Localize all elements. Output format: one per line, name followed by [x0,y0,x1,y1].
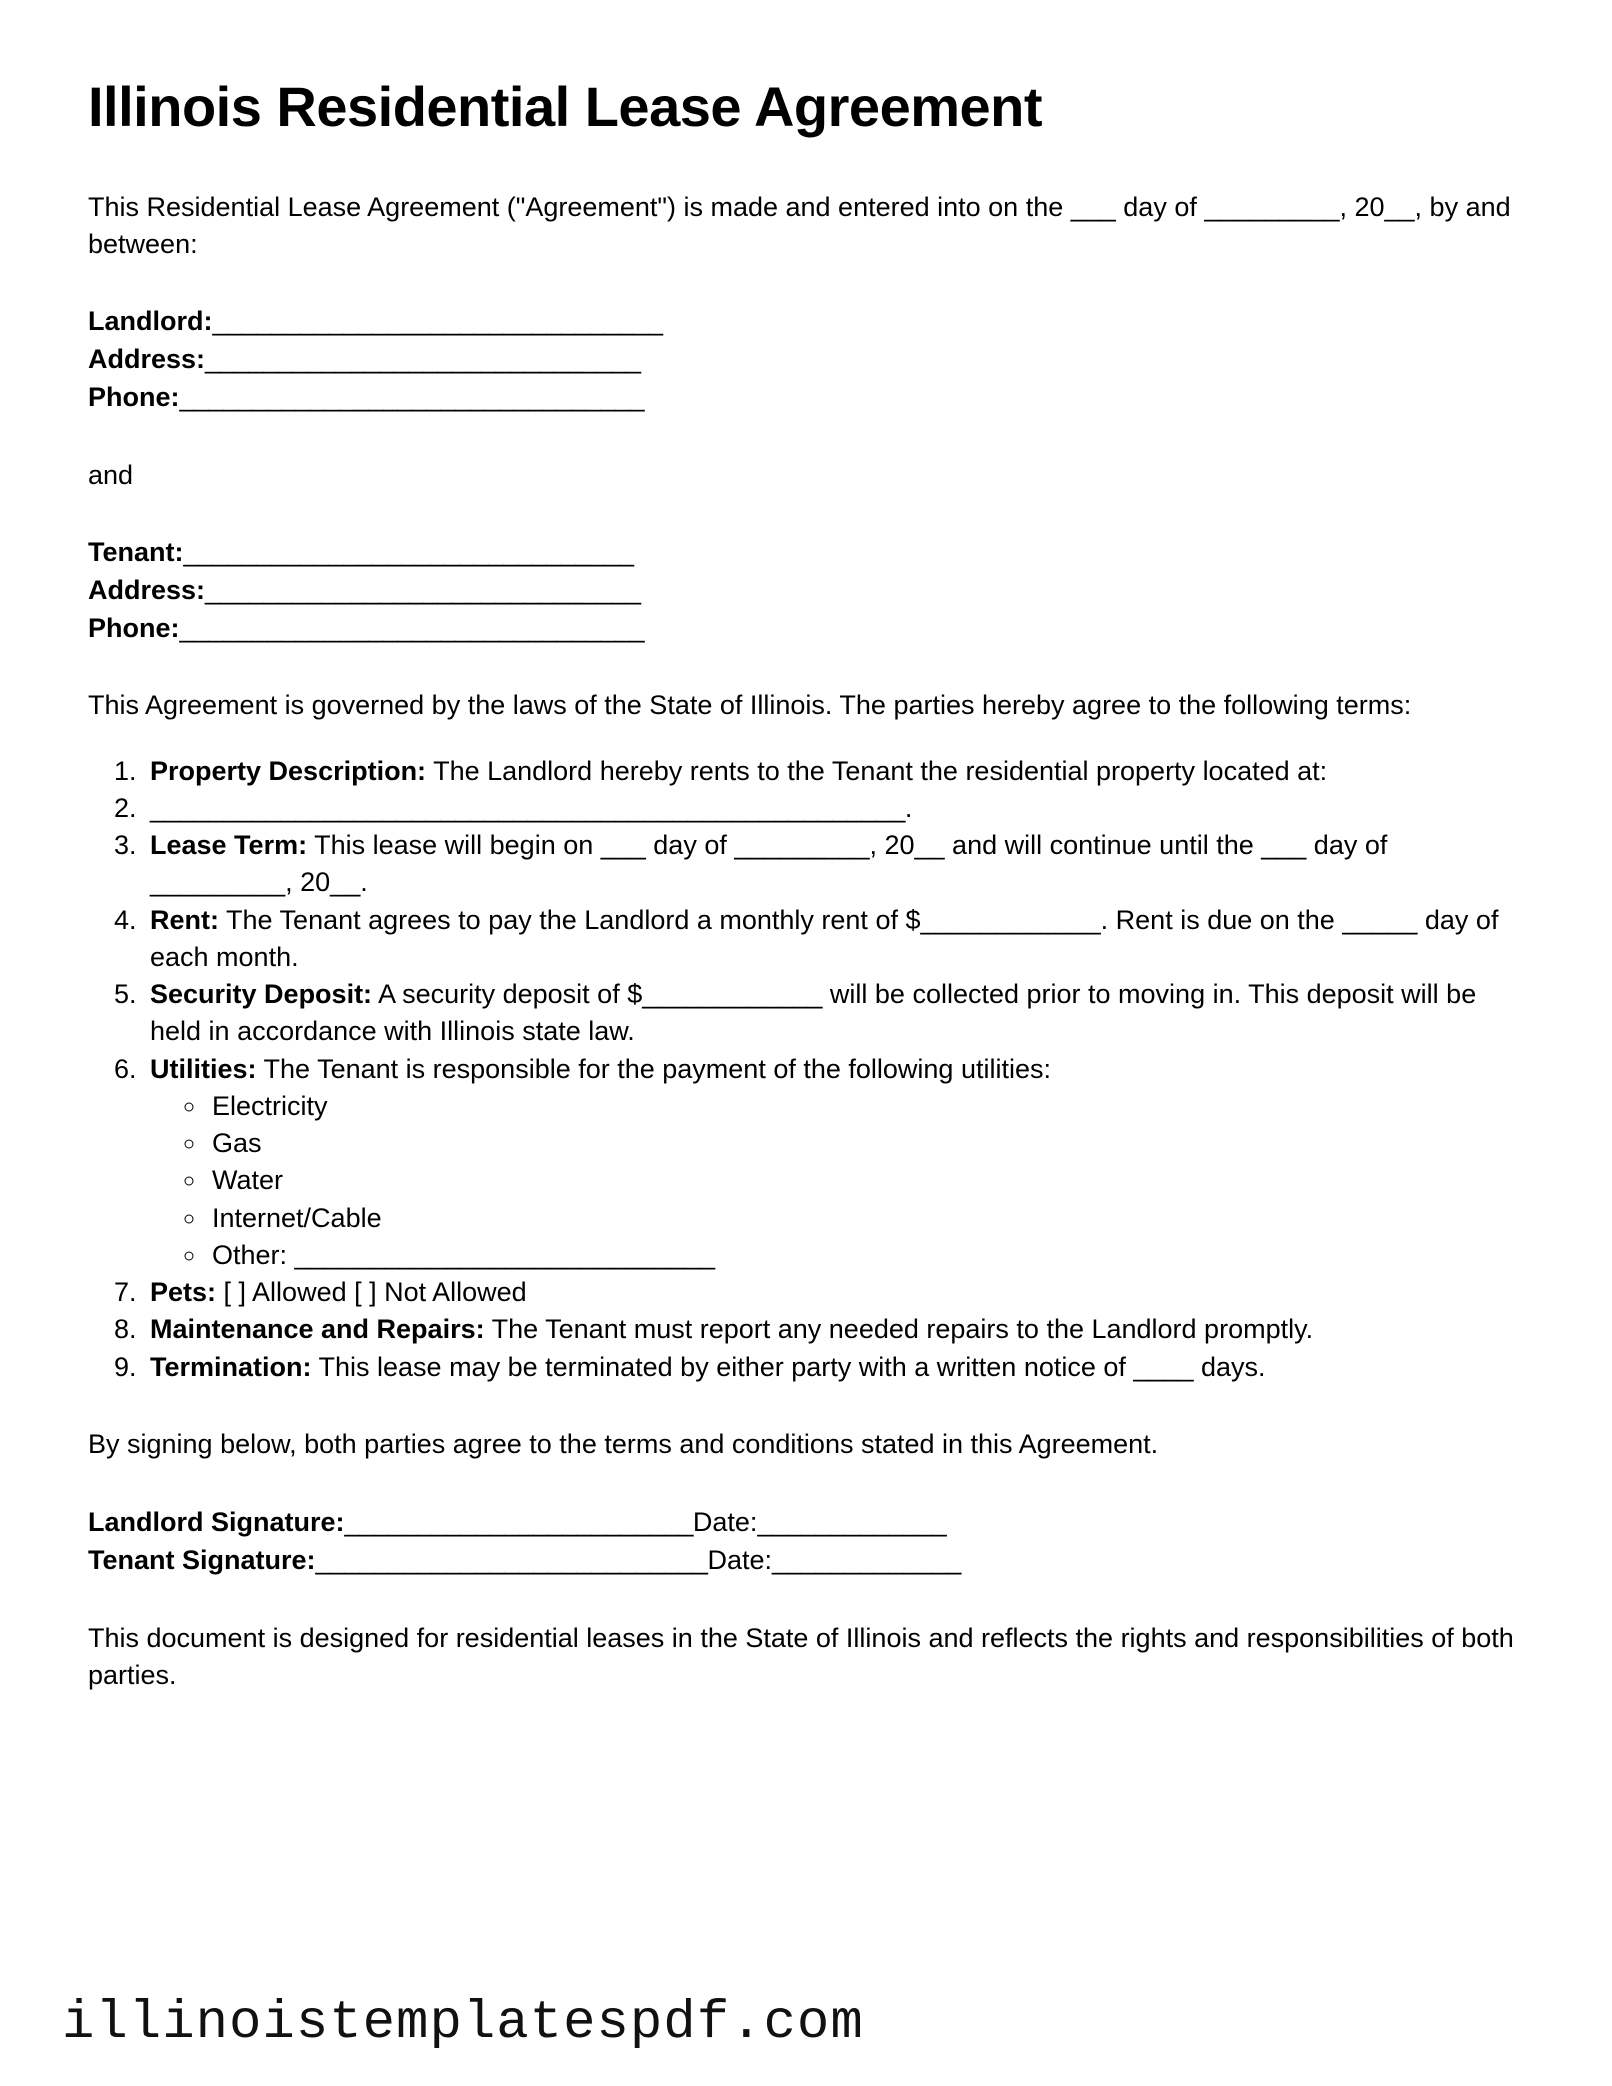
tenant-signature-blank[interactable]: ___________________________ [315,1545,708,1576]
tenant-phone-row [88,610,1524,648]
conjunction-and: and [88,459,134,490]
term-key: Lease Term: [150,830,308,861]
term-item-property-blank [144,790,1524,827]
utility-item-electricity: ◦ Electricity [208,1088,1524,1125]
governing-law-paragraph: This Agreement is governed by the laws of the State of Illinois. The parties hereby agree to the following terms: [88,690,1412,721]
term-text: This lease may be terminated by either party with a written notice of ____ days. [311,1351,1266,1382]
closing-paragraph: This document is designed for residential leases in the State of Illinois and reflects the rights and responsibilities of both parties. [88,1622,1514,1690]
utility-item-water: ◦ Water [208,1162,1524,1199]
utilities-list [150,1088,1524,1274]
tenant-date-blank[interactable]: _____________ [772,1545,961,1576]
term-item-maintenance-and-repairs [144,1311,1524,1348]
page-title: Illinois Residential Lease Agreement [88,75,1043,138]
tenant-name-label: Tenant: [88,536,184,567]
term-key: Property Description: [150,755,427,786]
term-text[interactable]: [ ] Allowed [ ] Not Allowed [216,1277,527,1308]
tenant-address-row [88,572,1524,610]
spacer [88,263,1524,303]
spacer [88,1580,1524,1620]
landlord-phone-label: Phone: [88,381,180,412]
utility-item-gas: ◦ Gas [208,1125,1524,1162]
term-key: Security Deposit: [150,979,373,1010]
landlord-address-label: Address: [88,344,206,375]
document-body [88,189,1524,1694]
tenant-name-row [88,534,1524,572]
term-item-pets [144,1274,1524,1311]
term-item-rent [144,902,1524,977]
landlord-date-blank[interactable]: _____________ [757,1507,947,1538]
term-item-utilities [144,1051,1524,1275]
intro-paragraph: This Residential Lease Agreement ("Agreement") is made and entered into on the ___ day of _________, 20__, by and between: [88,191,1511,260]
term-text: The Tenant is responsible for the payment of the following utilities: [256,1053,1051,1084]
tenant-phone-label: Phone: [88,612,180,643]
tenant-address-blank[interactable]: ______________________________ [205,574,641,605]
tenant-phone-blank[interactable]: ________________________________ [179,612,645,643]
term-key: Rent: [150,904,219,935]
tenant-name-blank[interactable]: _______________________________ [183,536,634,567]
property-address-blank[interactable]: ____________________________________________________. [150,792,912,823]
landlord-address-row [88,341,1524,379]
footer-watermark: illinoistemplatespdf.com [62,1993,864,2054]
landlord-name-row [88,303,1524,341]
landlord-phone-blank[interactable]: ________________________________ [179,381,645,412]
spacer [88,647,1524,687]
spacer [88,494,1524,534]
term-text: The Tenant agrees to pay the Landlord a monthly rent of $____________. Rent is due on the _____ day of each month. [150,904,1499,972]
spacer [88,1463,1524,1503]
landlord-signature-label: Landlord Signature: [88,1507,345,1538]
tenant-signature-row [88,1541,1524,1579]
terms-list [88,753,1524,1386]
landlord-signature-row [88,1503,1524,1541]
landlord-name-blank[interactable]: _______________________________ [212,306,663,337]
tenant-address-label: Address: [88,574,206,605]
term-item-security-deposit [144,976,1524,1051]
landlord-signature-blank[interactable]: ________________________ [344,1507,693,1538]
landlord-phone-row [88,379,1524,417]
term-text: A security deposit of $____________ will be collected prior to moving in. This deposit will be held in accordance with Illinois state law. [150,979,1477,1047]
term-key: Pets: [150,1277,217,1308]
landlord-name-label: Landlord: [88,306,213,337]
term-text: The Landlord hereby rents to the Tenant the residential property located at: [426,755,1328,786]
term-item-property-description [144,753,1524,790]
term-text: The Tenant must report any needed repairs to the Landlord promptly. [484,1314,1314,1345]
utility-item-other[interactable]: ◦ Other: ____________________________ [208,1237,1524,1274]
tenant-signature-label: Tenant Signature: [88,1545,316,1576]
signing-statement: By signing below, both parties agree to the terms and conditions stated in this Agreement. [88,1428,1159,1459]
spacer [88,1386,1524,1426]
term-text: This lease will begin on ___ day of _________, 20__ and will continue until the ___ day of _________, 20__. [150,830,1388,898]
term-key: Termination: [150,1351,312,1382]
landlord-address-blank[interactable]: ______________________________ [205,344,641,375]
spacer [88,725,1524,753]
spacer [88,417,1524,457]
term-key: Utilities: [150,1053,257,1084]
term-key: Maintenance and Repairs: [150,1314,485,1345]
term-item-termination [144,1349,1524,1386]
term-item-lease-term [144,827,1524,902]
utility-item-internet-cable: ◦ Internet/Cable [208,1200,1524,1237]
landlord-date-label: Date: [692,1507,758,1538]
tenant-date-label: Date: [707,1545,772,1576]
